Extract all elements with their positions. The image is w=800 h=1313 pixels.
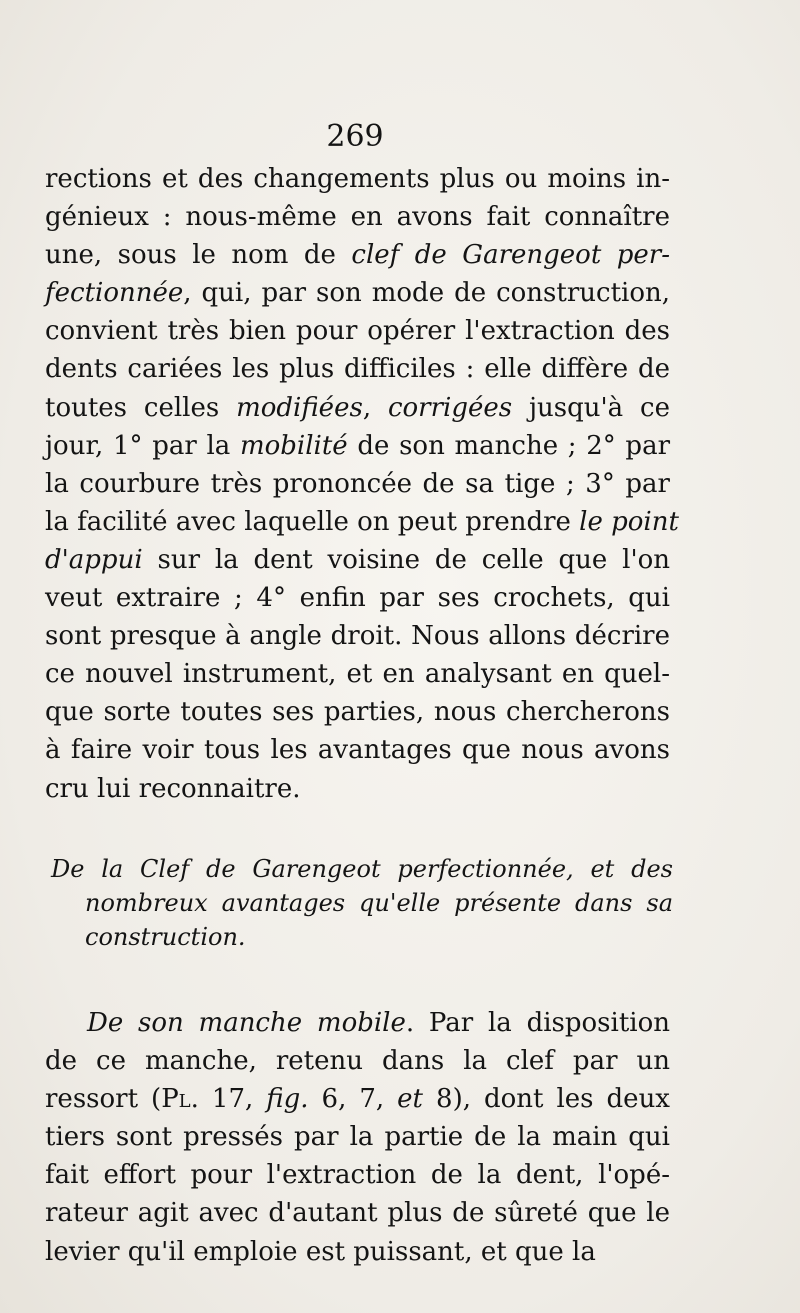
text-line: construction. [85, 923, 246, 951]
paragraph-1 [45, 160, 679, 808]
text-line: veut extraire ; 4° enfin par ses crochets, qui [45, 583, 670, 614]
text-line: De son manche mobile. Par la disposition [87, 1008, 670, 1038]
text-line: nombreux avantages qu'elle présente dans sa [85, 889, 673, 917]
text-line: levier qu'il emploie est puissant, et que la [45, 1236, 596, 1267]
text-line: rateur agit avec d'autant plus de sûreté que le [45, 1198, 670, 1229]
text-line: convient très bien pour opérer l'extraction des [45, 316, 670, 347]
text-line: fait effort pour l'extraction de la dent, l'opé- [45, 1160, 670, 1191]
text-line: sont presque à angle droit. Nous allons décrire [45, 621, 670, 652]
text-line: d'appui sur la dent voisine de celle que l'on [45, 544, 670, 575]
text-line: rections et des changements plus ou moins in- [45, 164, 670, 194]
text-line: tiers sont pressés par la partie de la main qui [45, 1122, 670, 1153]
page-number: 269 [326, 119, 384, 154]
text-line: génieux : nous-même en avons fait connaître [45, 202, 670, 233]
text-line: à faire voir tous les avantages que nous avons [45, 735, 670, 766]
text-line: ressort (Pl. 17, fig. 6, 7, et 8), dont les deux [45, 1084, 670, 1115]
section-heading [51, 852, 673, 954]
text-line: toutes celles modifiées, corrigées jusqu'à ce [45, 392, 670, 423]
text-line: cru lui reconnaitre. [45, 773, 301, 804]
text-line: la facilité avec laquelle on peut prendre le point [45, 506, 679, 537]
text-line: que sorte toutes ses parties, nous chercherons [45, 697, 670, 728]
paragraph-2 [45, 1004, 670, 1271]
text-line: une, sous le nom de clef de Garengeot per- [45, 240, 670, 271]
text-line: fectionnée, qui, par son mode de construction, [45, 278, 670, 309]
text-line: jour, 1° par la mobilité de son manche ; 2° par [45, 430, 670, 461]
text-line: De la Clef de Garengeot perfectionnée, et des [51, 855, 673, 883]
text-line: la courbure très prononcée de sa tige ; 3° par [45, 468, 670, 499]
text-line: de ce manche, retenu dans la clef par un [45, 1046, 670, 1077]
text-line: ce nouvel instrument, et en analysant en quel- [45, 659, 670, 690]
text-line: dents cariées les plus difficiles : elle diffère de [45, 354, 670, 385]
